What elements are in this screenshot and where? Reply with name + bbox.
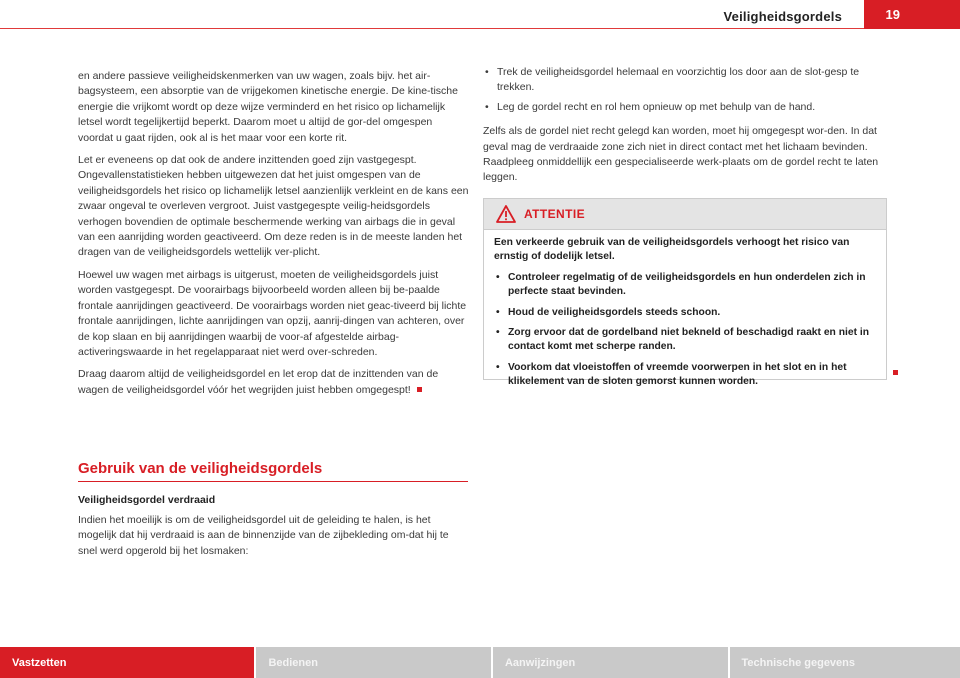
list-item: • Trek de veiligheidsgordel helemaal en voorzichtig los door aan de slot-gesp te trekken. xyxy=(483,65,887,96)
end-marker-icon xyxy=(417,387,422,392)
right-column xyxy=(483,65,887,193)
instruction-list xyxy=(483,65,887,115)
end-marker-icon xyxy=(893,370,898,375)
section-title: Gebruik van de veiligheidsgordels xyxy=(78,460,323,477)
chapter-nav xyxy=(0,647,960,678)
list-item: • Voorkom dat vloeistoffen of vreemde voorwerpen in het slot en in het klikelement van de sloten gemorst kunnen worden. xyxy=(494,361,876,390)
warning-box xyxy=(483,198,887,388)
warning-label: ATTENTIE xyxy=(524,207,585,221)
section-rule xyxy=(78,481,468,482)
list-item: • Controleer regelmatig of de veiligheidsgordels en hun onderdelen zich in perfecte staat bevinden. xyxy=(494,271,876,300)
paragraph: Hoewel uw wagen met airbags is uitgerust, moeten de veiligheidsgordels juist worden vastgegespt. De voorairbags bijvoorbeeld worden alleen bij be-paalde frontale aanrijdingen geactiveerd. De voorairbags worden niet geac-tiveerd bij lichte frontale aanrijdingen, lichte aanrijdingen van opzij, aanrij-dingen van achteren, over de kop slaan en bij aanrijdingen waarbij de voor-af afgestelde airbag-activeringswaarde in het regelapparaat niet werd over-schreden. xyxy=(78,268,467,358)
subheading: Veiligheidsgordel verdraaid xyxy=(78,494,216,506)
warning-header xyxy=(484,199,886,230)
list-item: • Leg de gordel recht en rol hem opnieuw op met behulp van de hand. xyxy=(483,100,887,115)
paragraph-text: Draag daarom altijd de veiligheidsgordel en let erop dat de inzittenden van de wagen de veiligheidsgordel vóór het wegrijden juist hebben omgegespt! xyxy=(78,368,439,396)
header-rule xyxy=(0,28,960,29)
paragraph-last xyxy=(78,367,470,398)
left-column xyxy=(78,69,470,405)
page-number: 19 xyxy=(864,0,960,29)
warning-body xyxy=(484,230,886,390)
warning-intro: Een verkeerde gebruik van de veiligheidsgordels verhoogt het risico van ernstig of dodelijk letsel. xyxy=(494,237,850,263)
tab-aanwijzingen[interactable]: Aanwijzingen xyxy=(493,647,728,678)
tab-vastzetten[interactable]: Vastzetten xyxy=(0,647,254,678)
list-item: • Zorg ervoor dat de gordelband niet bekneld of beschadigd raakt en niet in contact komt met scherpe randen. xyxy=(494,326,876,355)
paragraph: Let er eveneens op dat ook de andere inzittenden goed zijn vastgegespt. Ongevallenstatistieken hebben uitgewezen dat het juist omgespen van de veiligheidsgordels het risico op lichamelijk letsel aanzienlijk verkleint en de kans een zwaar ongeval te overleven vergroot. Juist vastgegespte veilig-heidsgordels verhogen bovendien de optimale beschermende werking van airbags die in geval van een aanrijding worden geactiveerd. Om deze reden is in de meeste landen het dragen van de veiligheidsgordels wettelijk ver-plicht. xyxy=(78,154,469,259)
list-item: • Houd de veiligheidsgordels steeds schoon. xyxy=(494,306,876,320)
tab-technische-gegevens[interactable]: Technische gegevens xyxy=(730,647,960,678)
section-body: Indien het moeilijk is om de veiligheidsgordel uit de geleiding te halen, is het mogelijk dat hij verdraaid is aan de binnenzijde van de zijbekleding om-dat hij te snel werd opgerold bij het losmaken: xyxy=(78,514,449,557)
warning-triangle-icon xyxy=(496,205,516,223)
paragraph: en andere passieve veiligheidskenmerken van uw wagen, zoals bijv. het air-bagsysteem, een absorptie van de vrijgekomen kinetische energie. De kine-tische energie die vrijkomt wordt op deze wijze verminderd en het risico op lichamelijk letsel wordt tegelijkertijd beperkt. Daarom moet u altijd de gor-del omgespen voordat u gaat rijden, ook al is het maar voor een korte rit. xyxy=(78,70,458,144)
page-header-title: Veiligheidsgordels xyxy=(723,9,842,24)
warning-list xyxy=(494,271,876,390)
paragraph: Zelfs als de gordel niet recht gelegd kan worden, moet hij omgegespt wor-den. In dat geval mag de verdraaide zone zich niet in direct contact met het lichaam bevinden. Raadpleeg onmiddellijk een gespecialiseerde werk-plaats om de gordel recht te laten leggen. xyxy=(483,125,879,184)
tab-bedienen[interactable]: Bedienen xyxy=(256,647,491,678)
